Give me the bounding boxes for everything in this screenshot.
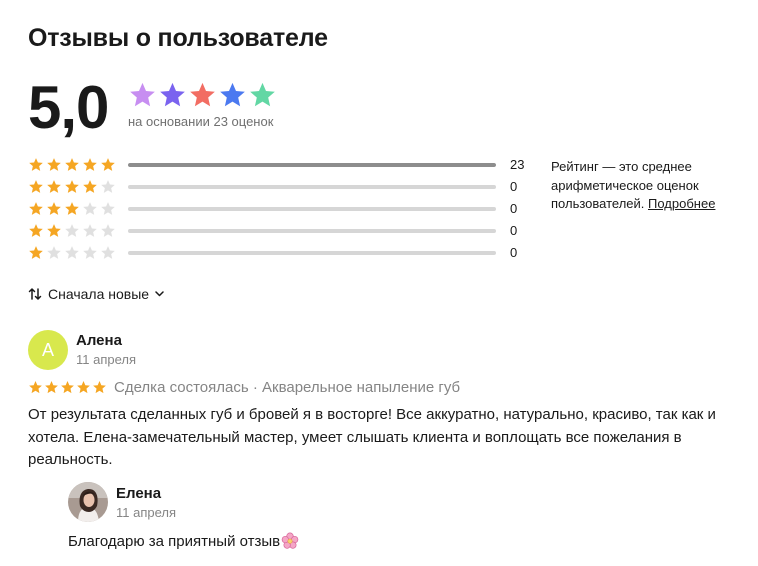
rating-explanation-text: Рейтинг — это среднее арифметическое оценок пользователей. — [551, 159, 699, 211]
rating-bar — [128, 163, 496, 167]
rating-stars — [128, 81, 277, 110]
rating-bar — [128, 207, 496, 211]
reply-date: 11 апреля — [116, 505, 177, 520]
seller-name[interactable]: Елена — [116, 485, 162, 502]
star-filled-icon — [28, 223, 44, 239]
rating-row-5-stars — [28, 155, 528, 177]
rating-bar — [128, 185, 496, 189]
star-filled-icon — [28, 245, 44, 261]
star-filled-icon — [60, 380, 75, 395]
reviewer-name[interactable]: Алена — [76, 332, 122, 349]
row-stars — [28, 223, 116, 239]
reply-text: Благодарю за приятный отзыв — [68, 532, 281, 550]
star-empty-icon — [82, 201, 98, 217]
star-filled-icon — [46, 157, 62, 173]
row-stars — [28, 179, 116, 195]
seller-avatar[interactable] — [68, 482, 108, 522]
star-filled-icon — [82, 157, 98, 173]
star-empty-icon — [82, 223, 98, 239]
more-info-link[interactable]: Подробнее — [648, 196, 716, 211]
sort-arrows-icon — [28, 287, 42, 301]
star-icon — [158, 81, 187, 110]
rating-count: 0 — [510, 179, 518, 194]
review-text: От результата сделанных губ и бровей я в восторге! Все аккуратно, натурально, красиво, так как и хотела. Елена-замечательный мастер, умеет слышать клиента и воплощать все пожелания в реальность. — [28, 406, 716, 468]
star-filled-icon — [64, 201, 80, 217]
star-filled-icon — [92, 380, 107, 395]
rating-row-3-stars — [28, 199, 528, 221]
star-icon — [248, 81, 277, 110]
star-empty-icon — [100, 223, 116, 239]
star-icon — [218, 81, 247, 110]
star-filled-icon — [64, 179, 80, 195]
rating-count: 0 — [510, 223, 518, 238]
star-filled-icon — [46, 179, 62, 195]
star-filled-icon — [28, 201, 44, 217]
rating-row-1-stars — [28, 243, 528, 265]
rating-row-2-stars — [28, 221, 528, 243]
page-title: Отзывы о пользователе — [28, 24, 328, 52]
rating-count: 23 — [510, 157, 525, 172]
star-filled-icon — [76, 380, 91, 395]
star-filled-icon — [44, 380, 59, 395]
star-empty-icon — [82, 245, 98, 261]
star-filled-icon — [28, 179, 44, 195]
rating-count: 0 — [510, 201, 518, 216]
star-empty-icon — [100, 245, 116, 261]
star-filled-icon — [82, 179, 98, 195]
cherry-blossom-icon — [281, 532, 299, 550]
sort-dropdown[interactable] — [28, 286, 164, 302]
rating-row-4-stars — [28, 177, 528, 199]
star-filled-icon — [100, 157, 116, 173]
star-empty-icon — [64, 245, 80, 261]
review-summary — [28, 379, 460, 396]
average-rating-score: 5,0 — [28, 74, 109, 141]
rating-bar — [128, 229, 496, 233]
sort-label: Сначала новые — [48, 286, 150, 302]
star-icon — [128, 81, 157, 110]
star-icon — [188, 81, 217, 110]
rating-count: 0 — [510, 245, 518, 260]
row-stars — [28, 245, 116, 261]
rating-bar — [128, 251, 496, 255]
chevron-down-icon — [155, 291, 164, 297]
star-empty-icon — [64, 223, 80, 239]
review-deal-info: Сделка состоялась · Акварельное напыление губ — [114, 379, 461, 396]
star-empty-icon — [46, 245, 62, 261]
star-empty-icon — [100, 201, 116, 217]
star-filled-icon — [28, 380, 43, 395]
row-stars — [28, 201, 116, 217]
star-filled-icon — [64, 157, 80, 173]
row-stars — [28, 157, 116, 173]
rating-explanation — [551, 158, 741, 214]
reviewer-avatar[interactable]: А — [28, 330, 68, 370]
reply-text-line — [68, 532, 299, 550]
star-filled-icon — [28, 157, 44, 173]
rating-bar-fill — [128, 163, 496, 167]
review-date: 11 апреля — [76, 352, 137, 367]
star-filled-icon — [46, 223, 62, 239]
seller-photo — [68, 482, 108, 522]
star-filled-icon — [46, 201, 62, 217]
star-empty-icon — [100, 179, 116, 195]
review-stars — [28, 380, 107, 395]
ratings-count-caption: на основании 23 оценок — [128, 114, 274, 129]
